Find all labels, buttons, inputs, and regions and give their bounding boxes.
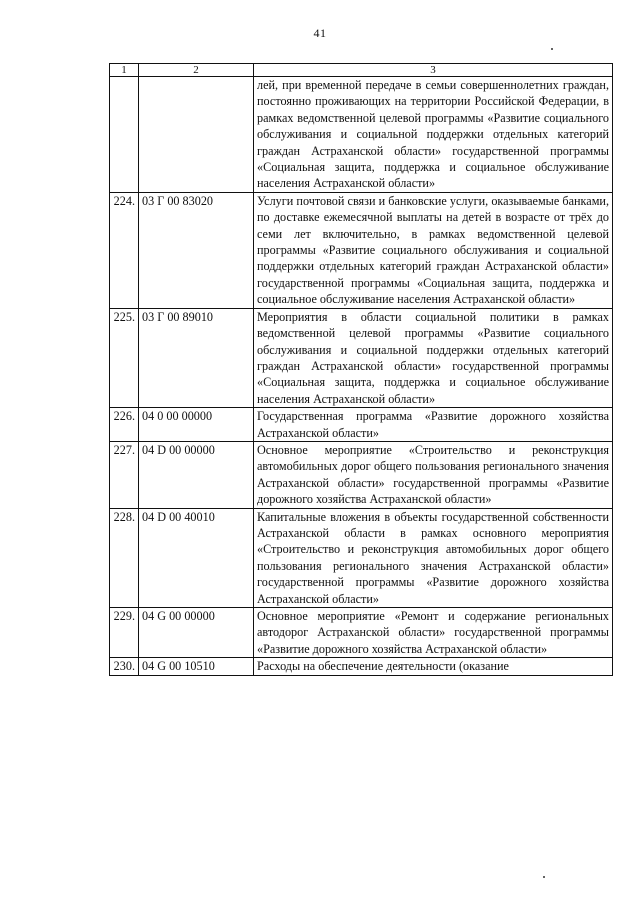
row-description: Мероприятия в области социальной политики в рамках ведомственной целевой программы «Развитие социального обслуживания и социальной поддержки отдельных категорий граждан Астраханской области» государственной программы «Социальная защита, поддержка и социальное обслуживание населения Астраханской области»	[254, 308, 613, 407]
row-code: 04 0 00 00000	[139, 408, 254, 442]
page-number: 41	[313, 26, 327, 40]
row-number: 224.	[110, 192, 139, 308]
row-code: 03 Г 00 83020	[139, 192, 254, 308]
scan-speck	[551, 48, 553, 50]
table-header-row	[110, 64, 613, 77]
row-number: 227.	[110, 441, 139, 508]
table-row	[110, 608, 613, 658]
row-number: 225.	[110, 308, 139, 407]
column-header-description: 3	[254, 64, 613, 77]
scan-speck	[543, 876, 545, 878]
row-code	[139, 77, 254, 193]
table-row	[110, 408, 613, 442]
row-description: Расходы на обеспечение деятельности (оказание	[254, 658, 613, 675]
table-row	[110, 658, 613, 675]
row-description: лей, при временной передаче в семьи совершеннолетних граждан, постоянно проживающих на территории Российской Федерации, в рамках ведомственной целевой программы «Развитие социального обслуживания и социальной поддержки отдельных категорий граждан Астраханской области» государственной программы «Социальная защита, поддержка и социальное обслуживание населения Астраханской области»	[254, 77, 613, 193]
table-row	[110, 441, 613, 508]
row-number: 230.	[110, 658, 139, 675]
table-row	[110, 308, 613, 407]
row-description: Услуги почтовой связи и банковские услуги, оказываемые банками, по доставке ежемесячной выплаты на детей в возрасте от трёх до семи лет включительно, в рамках ведомственной целевой программы «Развитие социального обслуживания и социальной поддержки отдельных категорий граждан Астраханской области» государственной программы «Социальная защита, поддержка и социальное обслуживание населения Астраханской области»	[254, 192, 613, 308]
row-number: 228.	[110, 508, 139, 607]
row-number: 226.	[110, 408, 139, 442]
table-row	[110, 508, 613, 607]
row-number: 229.	[110, 608, 139, 658]
row-code: 04 D 00 00000	[139, 441, 254, 508]
row-number	[110, 77, 139, 193]
row-description: Основное мероприятие «Строительство и реконструкция автомобильных дорог общего пользования регионального значения Астраханской области» государственной программы «Развитие дорожного хозяйства Астраханской области»	[254, 441, 613, 508]
row-description: Государственная программа «Развитие дорожного хозяйства Астраханской области»	[254, 408, 613, 442]
row-code: 04 G 00 10510	[139, 658, 254, 675]
row-code: 03 Г 00 89010	[139, 308, 254, 407]
row-description: Основное мероприятие «Ремонт и содержание региональных автодорог Астраханской области» государственной программы «Развитие дорожного хозяйства Астраханской области»	[254, 608, 613, 658]
column-header-code: 2	[139, 64, 254, 77]
row-code: 04 G 00 00000	[139, 608, 254, 658]
table-row	[110, 192, 613, 308]
row-description: Капитальные вложения в объекты государственной собственности Астраханской области в рамках основного мероприятия «Строительство и реконструкция автомобильных дорог общего пользования регионального значения Астраханской области» государственной программы «Развитие дорожного хозяйства Астраханской области»	[254, 508, 613, 607]
table-row	[110, 77, 613, 193]
column-header-number: 1	[110, 64, 139, 77]
row-code: 04 D 00 40010	[139, 508, 254, 607]
budget-classification-table	[109, 63, 613, 676]
